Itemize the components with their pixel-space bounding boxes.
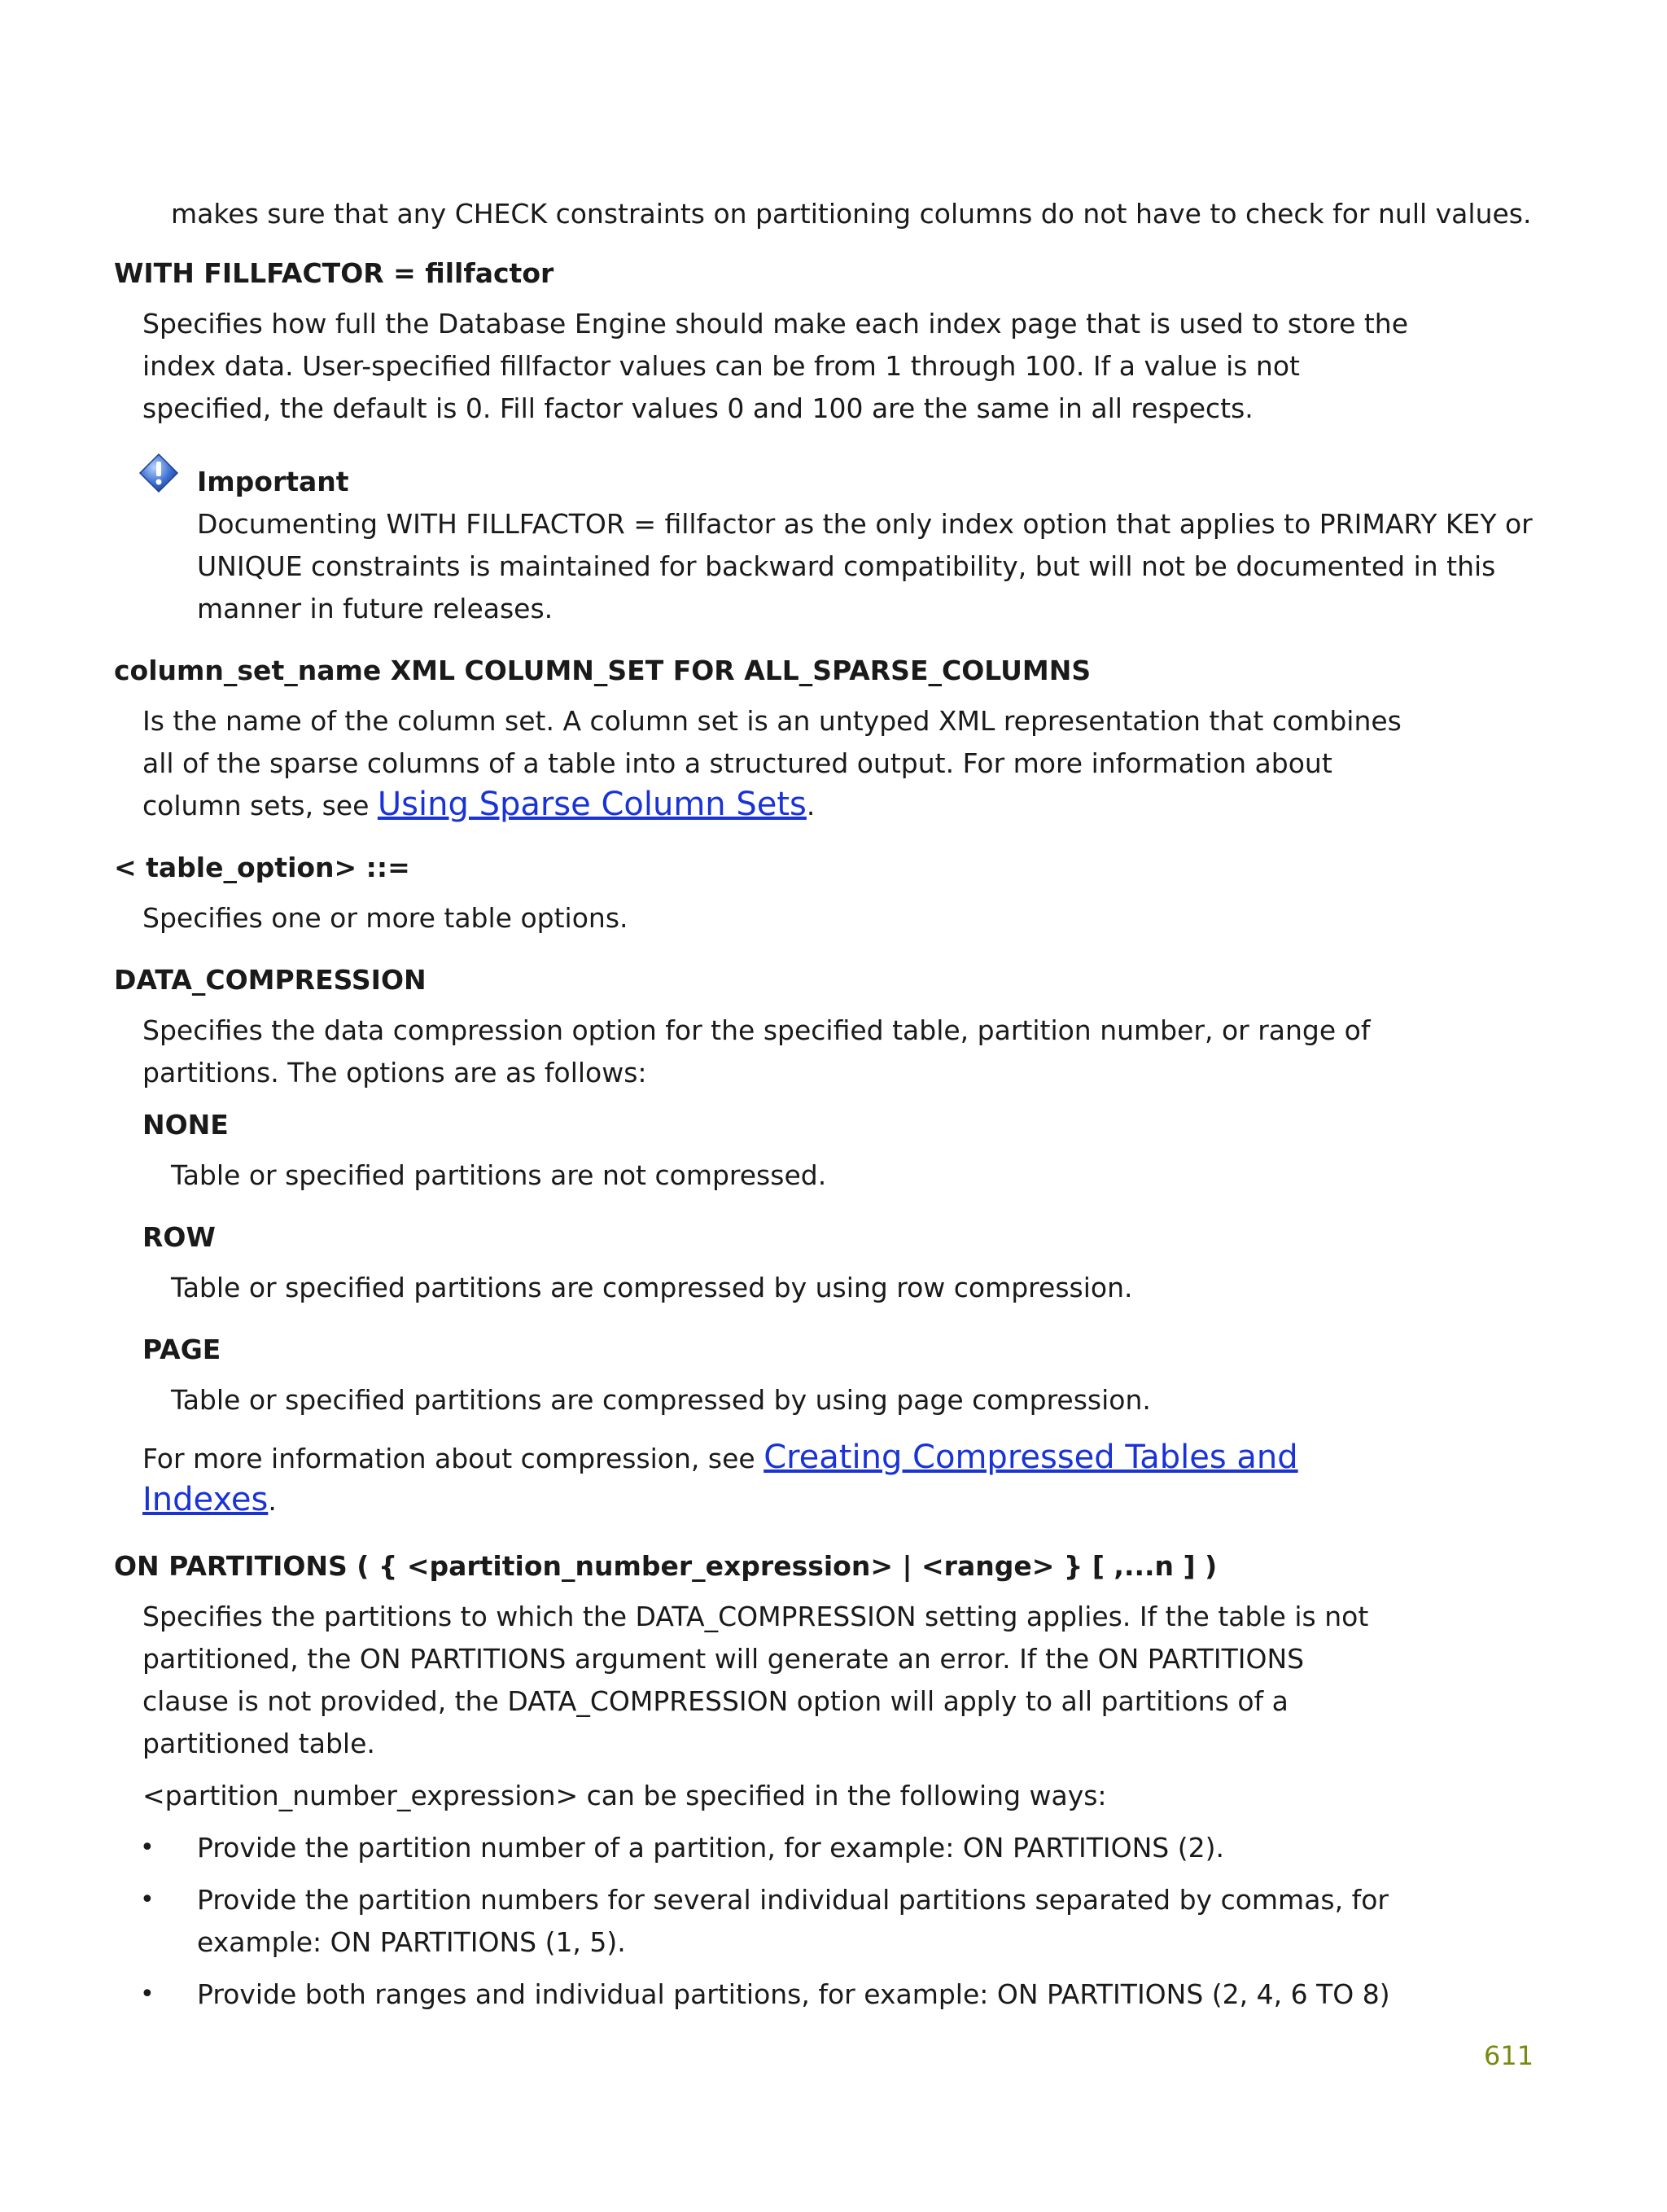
- term-row: ROW: [142, 1221, 216, 1253]
- page-number: 611: [1484, 2040, 1534, 2071]
- using-sparse-column-sets-link[interactable]: Using Sparse Column Sets: [377, 786, 807, 823]
- term-page: PAGE: [142, 1334, 221, 1365]
- term-on-partitions: ON PARTITIONS ( { <partition_number_expression> | <range> } [ ,...n ] ): [114, 1550, 1218, 1582]
- on-partitions-desc-2: partitioned, the ON PARTITIONS argument will generate an error. If the ON PARTITIONS: [142, 1643, 1305, 1675]
- column-set-desc-3-period: .: [806, 790, 816, 821]
- term-column-set: column_set_name XML COLUMN_SET FOR ALL_SPARSE_COLUMNS: [114, 655, 1092, 686]
- bullet-3-text: Provide both ranges and individual partitions, for example: ON PARTITIONS (2, 4, 6 TO 8): [197, 1978, 1390, 2010]
- none-desc: Table or specified partitions are not compressed.: [171, 1159, 827, 1191]
- bullet-2-text-1: Provide the partition numbers for several individual partitions separated by commas, for: [197, 1884, 1389, 1916]
- data-compression-desc-1: Specifies the data compression option for the specified table, partition number, or range of: [142, 1014, 1371, 1046]
- more-info-text: For more information about compression, see: [142, 1443, 764, 1474]
- bullet-1-marker: •: [140, 1833, 155, 1862]
- bullet-1-text: Provide the partition number of a partition, for example: ON PARTITIONS (2).: [197, 1832, 1224, 1864]
- continuation-line: makes sure that any CHECK constraints on partitioning columns do not have to check for null values.: [171, 198, 1532, 230]
- fillfactor-desc-1: Specifies how full the Database Engine should make each index page that is used to store the: [142, 308, 1409, 339]
- term-table-option: < table_option> ::=: [114, 852, 410, 883]
- bullet-3-marker: •: [140, 1980, 155, 2008]
- on-partitions-desc-3: clause is not provided, the DATA_COMPRESSION option will apply to all partitions of a: [142, 1685, 1289, 1717]
- more-info-line-1: [142, 1441, 1298, 1475]
- bullet-2-marker: •: [140, 1886, 155, 1914]
- bullet-2-text-2: example: ON PARTITIONS (1, 5).: [197, 1926, 626, 1958]
- more-info-period: .: [268, 1485, 277, 1517]
- fillfactor-desc-2: index data. User-specified fillfactor values can be from 1 through 100. If a value is not: [142, 350, 1300, 382]
- term-fillfactor: WITH FILLFACTOR = fillfactor: [114, 257, 554, 289]
- important-text-2: UNIQUE constraints is maintained for backward compatibility, but will not be documented in this: [197, 550, 1496, 582]
- on-partitions-desc-4: partitioned table.: [142, 1728, 375, 1759]
- column-set-desc-1: Is the name of the column set. A column set is an untyped XML representation that combines: [142, 705, 1402, 737]
- page-desc: Table or specified partitions are compressed by using page compression.: [171, 1384, 1151, 1416]
- partition-number-expression-intro: <partition_number_expression> can be specified in the following ways:: [142, 1780, 1107, 1811]
- creating-compressed-tables-link-cont[interactable]: Indexes: [142, 1481, 269, 1518]
- important-info-icon: [138, 453, 179, 493]
- column-set-desc-3: [142, 788, 815, 822]
- more-info-line-2: [142, 1483, 277, 1518]
- data-compression-desc-2: partitions. The options are as follows:: [142, 1057, 647, 1088]
- creating-compressed-tables-link[interactable]: Creating Compressed Tables and: [763, 1439, 1298, 1476]
- term-data-compression: DATA_COMPRESSION: [114, 964, 427, 996]
- column-set-desc-2: all of the sparse columns of a table into a structured output. For more information about: [142, 747, 1332, 779]
- important-text-3: manner in future releases.: [197, 593, 553, 624]
- important-label: Important: [197, 466, 349, 497]
- fillfactor-desc-3: specified, the default is 0. Fill factor values 0 and 100 are the same in all respects.: [142, 392, 1254, 424]
- important-text-1: Documenting WITH FILLFACTOR = fillfactor as the only index option that applies to PRIMARY KEY or: [197, 508, 1533, 540]
- column-set-desc-3-text: column sets, see: [142, 790, 378, 821]
- on-partitions-desc-1: Specifies the partitions to which the DATA_COMPRESSION setting applies. If the table is not: [142, 1601, 1369, 1632]
- table-option-desc: Specifies one or more table options.: [142, 902, 628, 934]
- term-none: NONE: [142, 1109, 229, 1141]
- row-desc: Table or specified partitions are compressed by using row compression.: [171, 1272, 1133, 1303]
